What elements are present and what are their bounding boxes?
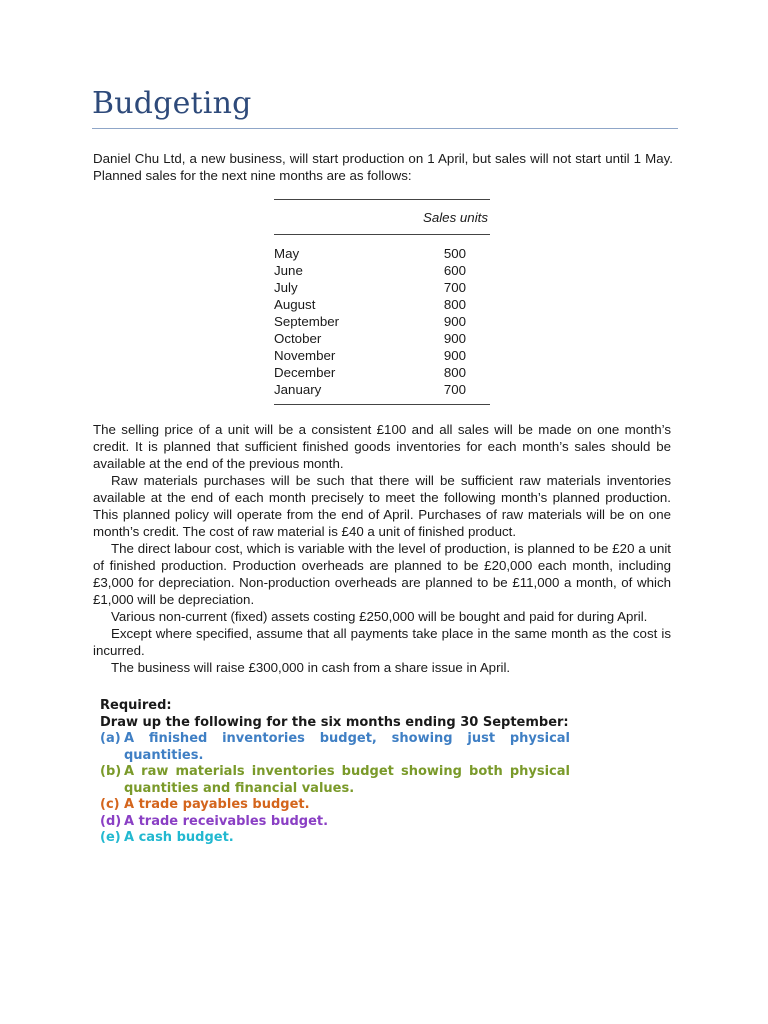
item-text: A trade payables budget. bbox=[124, 797, 310, 812]
table-row bbox=[274, 381, 490, 398]
required-section bbox=[100, 698, 570, 847]
sales-table bbox=[274, 199, 490, 405]
month-cell: July bbox=[274, 280, 298, 295]
month-cell: December bbox=[274, 365, 336, 380]
month-cell: October bbox=[274, 331, 322, 346]
required-item-e bbox=[100, 830, 570, 847]
intro-paragraph: Daniel Chu Ltd, a new business, will start production on 1 April, but sales will not start until 1 May. Planned sales for the next nine months are as follows: bbox=[93, 151, 673, 183]
item-label: (a) bbox=[100, 731, 121, 746]
table-row bbox=[274, 347, 490, 364]
paragraph-labour-overheads: The direct labour cost, which is variable with the level of production, is planned to be £20 a unit of finished production. Production overheads are planned to be £20,000 each month, including £3,000 for depreciation. Non-production overheads are planned to be £11,000 a month, of which £1,000 will be depreciation. bbox=[93, 541, 671, 607]
units-cell: 500 bbox=[443, 246, 466, 261]
required-item-d bbox=[100, 814, 570, 831]
table-row bbox=[274, 245, 490, 262]
units-cell: 700 bbox=[443, 280, 466, 295]
item-text: A raw materials inventories budget showing both physical quantities and financial values. bbox=[124, 764, 570, 796]
table-bottom-rule bbox=[274, 404, 490, 405]
item-text: A finished inventories budget, showing just physical quantities. bbox=[124, 731, 570, 763]
units-cell: 900 bbox=[443, 331, 466, 346]
month-cell: September bbox=[274, 314, 340, 329]
table-row bbox=[274, 313, 490, 330]
table-top-rule bbox=[274, 199, 490, 200]
page-title: Budgeting bbox=[92, 86, 252, 121]
units-cell: 700 bbox=[443, 382, 466, 397]
month-cell: May bbox=[274, 246, 300, 261]
item-text: A trade receivables budget. bbox=[124, 813, 329, 829]
month-cell: June bbox=[274, 263, 303, 278]
item-label: (c) bbox=[100, 797, 120, 812]
month-cell: January bbox=[274, 382, 322, 397]
units-cell: 600 bbox=[443, 263, 466, 278]
table-body bbox=[274, 245, 490, 398]
paragraph-raw-materials: Raw materials purchases will be such that there will be sufficient raw materials inventories available at the end of each month precisely to meet the following month’s planned production. This planned policy will operate from the end of April. Purchases of raw materials will be on one month’s credit. The cost of raw material is £40 a unit of finished product. bbox=[93, 473, 671, 539]
required-item-b bbox=[100, 764, 570, 797]
item-label: (d) bbox=[100, 813, 122, 829]
table-row bbox=[274, 364, 490, 381]
units-cell: 900 bbox=[443, 348, 466, 363]
units-cell: 800 bbox=[443, 365, 466, 380]
month-cell: August bbox=[274, 297, 316, 312]
item-text: A cash budget. bbox=[124, 830, 234, 845]
required-heading: Required: bbox=[100, 698, 172, 713]
units-cell: 800 bbox=[443, 297, 466, 312]
required-item-c bbox=[100, 797, 570, 814]
paragraph-payments: Except where specified, assume that all payments take place in the same month as the cost is incurred. bbox=[93, 626, 671, 658]
table-row bbox=[274, 262, 490, 279]
column-header: Sales units bbox=[422, 210, 488, 225]
table-row bbox=[274, 279, 490, 296]
required-instruction: Draw up the following for the six months ending 30 September: bbox=[100, 714, 569, 730]
item-label: (b) bbox=[100, 764, 122, 779]
table-header-rule bbox=[274, 234, 490, 235]
paragraph-share-issue: The business will raise £300,000 in cash from a share issue in April. bbox=[111, 660, 511, 675]
paragraph-selling-price: The selling price of a unit will be a consistent £100 and all sales will be made on one month’s credit. It is planned that sufficient finished goods inventories for each month’s sales should be available at the end of the previous month. bbox=[93, 422, 671, 471]
required-item-a bbox=[100, 731, 570, 764]
month-cell: November bbox=[274, 348, 336, 363]
units-cell: 900 bbox=[443, 314, 466, 329]
body-text bbox=[93, 421, 671, 676]
title-underline bbox=[92, 128, 678, 129]
paragraph-fixed-assets: Various non-current (fixed) assets costing £250,000 will be bought and paid for during April. bbox=[111, 609, 648, 624]
table-row bbox=[274, 330, 490, 347]
table-row bbox=[274, 296, 490, 313]
item-label: (e) bbox=[100, 830, 121, 845]
